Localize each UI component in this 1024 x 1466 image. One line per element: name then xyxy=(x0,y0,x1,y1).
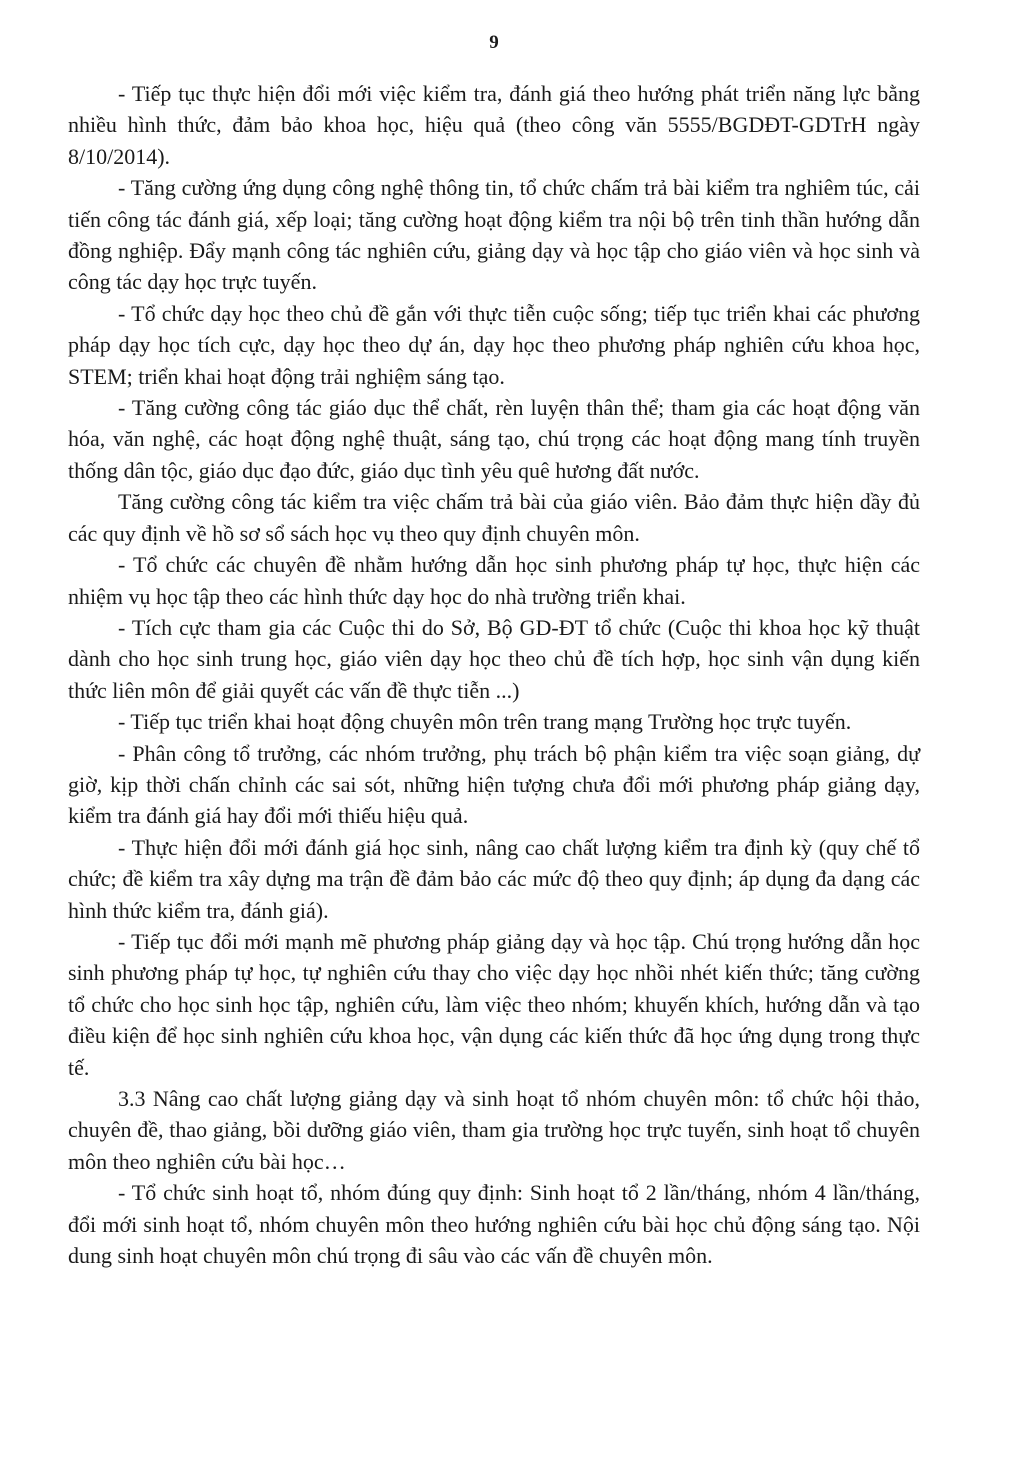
paragraph-competitions: - Tích cực tham gia các Cuộc thi do Sở, Bộ GD-ĐT tổ chức (Cuộc thi khoa học kỹ thuật dành cho học sinh trung học, giáo viên dạy học theo chủ đề tích hợp, học sinh vận dụng kiến thức liên môn để giải quyết các vấn đề thực tiễn ...) xyxy=(68,614,920,703)
paragraph-student-evaluation: - Thực hiện đổi mới đánh giá học sinh, nâng cao chất lượng kiểm tra định kỳ (quy chế tổ chức; đề kiểm tra xây dựng ma trận đề đảm bảo các mức độ theo quy định; áp dụng đa dạng các hình thức kiểm tra, đánh giá). xyxy=(68,834,920,923)
paragraph-thematic-teaching: - Tổ chức dạy học theo chủ đề gắn với thực tiễn cuộc sống; tiếp tục triển khai các phương pháp dạy học tích cực, dạy học theo dự án, dạy học theo phương pháp nghiên cứu khoa học, STEM; triển khai hoạt động trải nghiệm sáng tạo. xyxy=(68,300,920,389)
paragraph-it-application: - Tăng cường ứng dụng công nghệ thông tin, tổ chức chấm trả bài kiểm tra nghiêm túc, cải tiến công tác đánh giá, xếp loại; tăng cường hoạt động kiểm tra nội bộ trên tinh thần hướng dẫn đồng nghiệp. Đẩy mạnh công tác nghiên cứu, giảng dạy và học tập cho giáo viên và học sinh và công tác dạy học trực tuyến. xyxy=(68,175,920,295)
page-number: 9 xyxy=(489,32,499,53)
paragraph-group-meetings: - Tổ chức sinh hoạt tổ, nhóm đúng quy định: Sinh hoạt tổ 2 lần/tháng, nhóm 4 lần/tháng, đổi mới sinh hoạt tổ, nhóm chuyên môn theo hướng nghiên cứu bài học chủ động sáng tạo. Nội dung sinh hoạt chuyên môn chú trọng đi sâu vào các vấn đề chuyên môn. xyxy=(68,1180,920,1269)
paragraph-lesson-supervision: - Phân công tổ trưởng, các nhóm trưởng, phụ trách bộ phận kiểm tra việc soạn giảng, dự giờ, kịp thời chấn chỉnh các sai sót, những hiện tượng chưa đổi mới phương pháp giảng dạy, kiểm tra đánh giá hay đổi mới thiếu hiệu quả. xyxy=(68,740,920,829)
paragraph-online-school: - Tiếp tục triển khai hoạt động chuyên môn trên trang mạng Trường học trực tuyến. xyxy=(118,709,852,735)
paragraph-physical-education: - Tăng cường công tác giáo dục thể chất, rèn luyện thân thể; tham gia các hoạt động văn hóa, văn nghệ, các hoạt động nghệ thuật, sáng tạo, chú trọng các hoạt động mang tính truyền thống dân tộc, giáo dục đạo đức, giáo dục tình yêu quê hương đất nước. xyxy=(68,395,920,483)
document-page xyxy=(68,28,920,1271)
paragraph-assessment-innovation: - Tiếp tục thực hiện đổi mới việc kiểm tra, đánh giá theo hướng phát triển năng lực bằng nhiều hình thức, đảm bảo khoa học, hiệu quả (theo công văn 5555/BGDĐT-GDTrH ngày 8/10/2014). xyxy=(68,81,920,169)
paragraph-section-3-3: 3.3 Nâng cao chất lượng giảng dạy và sinh hoạt tổ nhóm chuyên môn: tổ chức hội thảo, chuyên đề, thao giảng, bồi dưỡng giáo viên, tham gia trường học trực tuyến, sinh hoạt tổ chuyên môn theo nghiên cứu bài học… xyxy=(68,1086,920,1174)
paragraph-grading-inspection: Tăng cường công tác kiểm tra việc chấm trả bài của giáo viên. Bảo đảm thực hiện dầy đủ các quy định về hồ sơ sổ sách học vụ theo quy định chuyên môn. xyxy=(68,489,920,546)
paragraph-teaching-methods: - Tiếp tục đổi mới mạnh mẽ phương pháp giảng dạy và học tập. Chú trọng hướng dẫn học sinh phương pháp tự học, tự nghiên cứu thay cho việc dạy học nhồi nhét kiến thức; tăng cường tổ chức cho học sinh học tập, nghiên cứu, làm việc theo nhóm; khuyến khích, hướng dẫn và tạo điều kiện để học sinh nghiên cứu khoa học, vận dụng các kiến thức đã học ứng dụng trong thực tế. xyxy=(68,928,920,1080)
paragraph-self-study-topics: - Tổ chức các chuyên đề nhằm hướng dẫn học sinh phương pháp tự học, thực hiện các nhiệm vụ học tập theo các hình thức dạy học do nhà trường triển khai. xyxy=(68,552,920,609)
